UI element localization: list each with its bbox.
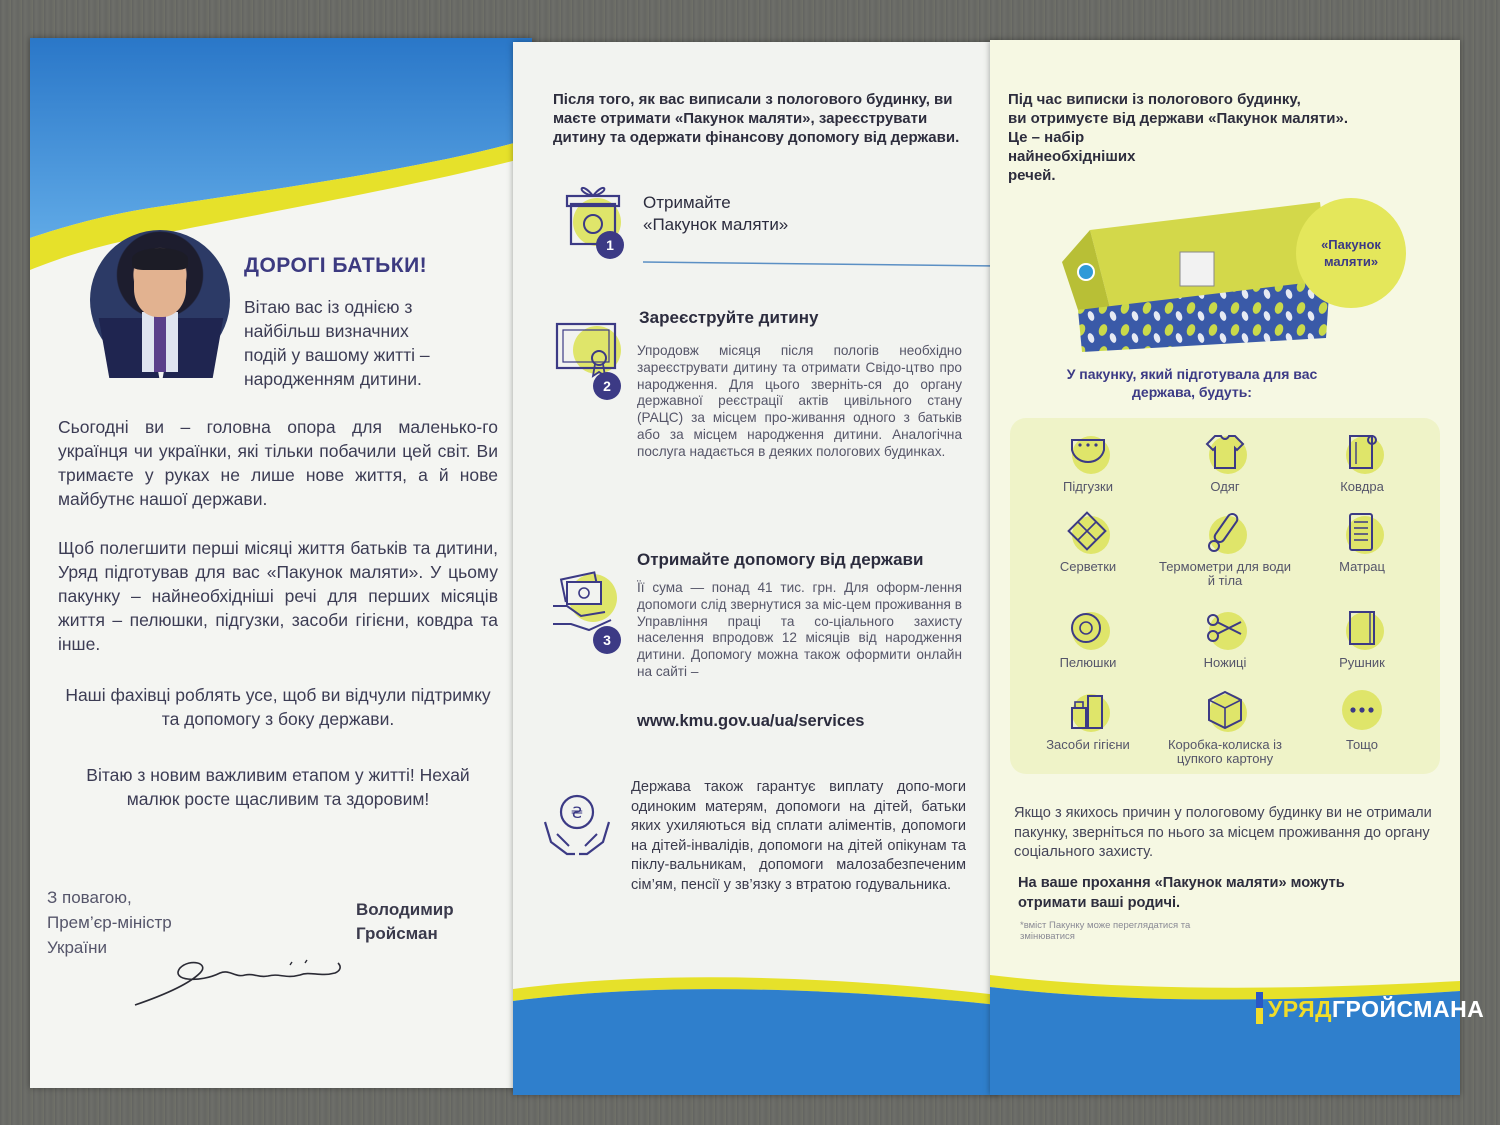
item-swaddles (1018, 606, 1158, 670)
item-blanket (1292, 430, 1432, 494)
missing-package-note: Якщо з якихось причин у пологовому будинку ви не отримали пакунку, зверніться по нього за місцем проживання до органу соціального захисту. (1014, 805, 1432, 860)
right-intro-line-3: Це – набір (1008, 129, 1085, 146)
item-label: Засоби гігієни (1046, 737, 1130, 752)
blanket-icon (1340, 430, 1384, 474)
item-label: Матрац (1339, 559, 1385, 574)
country-text: України (47, 938, 107, 957)
services-link[interactable]: www.kmu.gov.ua/ua/services (637, 712, 865, 730)
step-3-text: Її сума — понад 41 тис. грн. Для оформ-лення допомоги слід звернутися за міс-цем проживання в Управління праці та со-ціального захисту населення впродовж 12 місяців від народження дитини. Допомогу можна також оформити онлайн на сайті – (637, 580, 962, 679)
signer-first-name: Володимир (356, 900, 454, 919)
item-label: Ковдра (1340, 479, 1384, 494)
box-cradle-icon (1203, 688, 1247, 732)
signer-last-name: Гройсман (356, 924, 438, 943)
svg-text:₴: ₴ (570, 803, 584, 822)
logo-flag-yellow (1256, 1008, 1263, 1024)
item-napkins (1018, 510, 1158, 574)
item-towel (1292, 606, 1432, 670)
portrait-photo (90, 230, 230, 370)
step-2-title: Зареєструйте дитину (639, 308, 819, 327)
leaflet-panel-middle (513, 42, 998, 1095)
step-2-text: Упродовж місяця після пологів необхідно зареєструвати дитину та отримати Свідо-цтво про народження. Для цього зверніть-ся до органу державної реєстрації актів цивільного стану (РАЦС) за місцем про-живання одного з батьків або за місцем народження дитини. Аналогічна послуга надається в деяких пологових будинках. (637, 343, 962, 459)
item-label: Термометри для води й тіла (1158, 559, 1291, 588)
contents-title: У пакунку, який підготувала для вас держава, будуть: (1066, 366, 1318, 400)
paragraph-1: Сьогодні ви – головна опора для маленько-го українця чи українки, які тільки побачили цей світ. Ви тримаєте у руках не лише нове життя, а й нове майбутнє нашої держави. (58, 417, 498, 509)
position-text: Прем’єр-міністр (47, 913, 172, 932)
leaflet-panel-right (990, 40, 1485, 1095)
napkins-icon (1066, 510, 1110, 554)
towel-icon (1340, 606, 1384, 650)
item-label: Ножиці (1203, 655, 1247, 670)
right-intro (1008, 90, 1348, 185)
thermometer-icon (1203, 510, 1247, 554)
step-3-badge: 3 (593, 626, 621, 654)
hygiene-icon (1066, 688, 1110, 732)
item-clothes (1155, 430, 1295, 494)
hands-coin-icon (541, 782, 621, 862)
paragraph-3: Наші фахівці роблять усе, щоб ви відчули підтримку та допомогу з боку держави. (65, 685, 491, 729)
item-label: Тощо (1346, 737, 1378, 752)
logo-text: УРЯДГРОЙСМАНА (1268, 996, 1485, 1022)
item-label: Серветки (1059, 559, 1117, 574)
government-logo (1268, 996, 1484, 1023)
signer-name (356, 898, 454, 946)
items-grid (1010, 418, 1440, 774)
step-2-badge: 2 (593, 372, 621, 400)
paragraph-2: Щоб полегшити перші місяці життя батьків та дитини, Уряд підготував для вас «Пакунок маляти». У цьому пакунку – найнеобхідніші речі для перших місяців життя – пелюшки, підгузки, засоби гігієни, ковдра та інше. (58, 538, 498, 654)
leaflet-panel-left (30, 38, 532, 1088)
box-label-text: «Пакунок маляти» (1321, 237, 1381, 269)
onesie-icon (1203, 430, 1247, 474)
item-label: Рушник (1339, 655, 1385, 670)
item-etc (1292, 688, 1432, 752)
item-mattress (1292, 510, 1432, 574)
paragraph-4: Вітаю з новим важливим етапом у житті! Нехай малюк росте щасливим та здоровим! (86, 765, 470, 809)
item-label: Коробка-колиска із цупкого картону (1167, 737, 1283, 766)
right-intro-line-2: ви отримуєте від держави «Пакунок маляти». (1008, 110, 1348, 127)
item-label: Одяг (1210, 479, 1240, 494)
item-box-cradle (1155, 688, 1295, 765)
step-1-title-line-1: Отримайте (643, 193, 731, 212)
signature-image (130, 943, 350, 1013)
greeting-intro: Вітаю вас із однією з найбільш визначних подій у вашому житті – народженням дитини. (244, 297, 430, 389)
swaddle-icon (1066, 606, 1110, 650)
item-thermometers (1155, 510, 1295, 587)
mattress-icon (1340, 510, 1384, 554)
item-label: Пелюшки (1059, 655, 1117, 670)
item-diapers (1018, 430, 1158, 494)
step-3-title: Отримайте допомогу від держави (637, 550, 924, 569)
closing-text: З повагою, (47, 888, 132, 907)
right-intro-line-4: найнеобхідніших (1008, 148, 1136, 165)
step-1-title-line-2: «Пакунок маляти» (643, 215, 789, 234)
guarantee-text: Держава також гарантує виплату допо-моги одиноким матерям, допомоги на дітей, батьки яких ухиляються від сплати аліментів, допомоги на дітей-інвалідів, допомоги на дітей опікунам та піклу-вальникам, допомоги малозабезпеченим сім’ям, пенсії у зв’язку з втратою годувальника. (631, 779, 966, 893)
item-label: Підгузки (1063, 479, 1113, 494)
footnote: *вміст Пакунку може переглядатися та змінюватися (1020, 920, 1191, 942)
right-intro-line-1: Під час виписки із пологового будинку, (1008, 91, 1301, 108)
step-1-title (643, 192, 788, 236)
more-dots-icon (1340, 688, 1384, 732)
item-hygiene (1018, 688, 1158, 752)
diaper-icon (1066, 430, 1110, 474)
right-intro-line-5: речей. (1008, 167, 1056, 184)
middle-intro: Після того, як вас виписали з пологового будинку, ви маєте отримати «Пакунок маляти», зареєструвати дитину та одержати фінансову допомогу від держави. (553, 91, 960, 146)
step-1-badge: 1 (596, 231, 624, 259)
connector-line (643, 254, 998, 274)
bottom-wave (513, 947, 998, 1095)
item-scissors (1155, 606, 1295, 670)
greeting-heading: ДОРОГІ БАТЬКИ! (244, 254, 428, 277)
relatives-note: На ваше прохання «Пакунок маляти» можуть отримати ваші родичі. (1018, 875, 1345, 911)
scissors-icon (1203, 606, 1247, 650)
